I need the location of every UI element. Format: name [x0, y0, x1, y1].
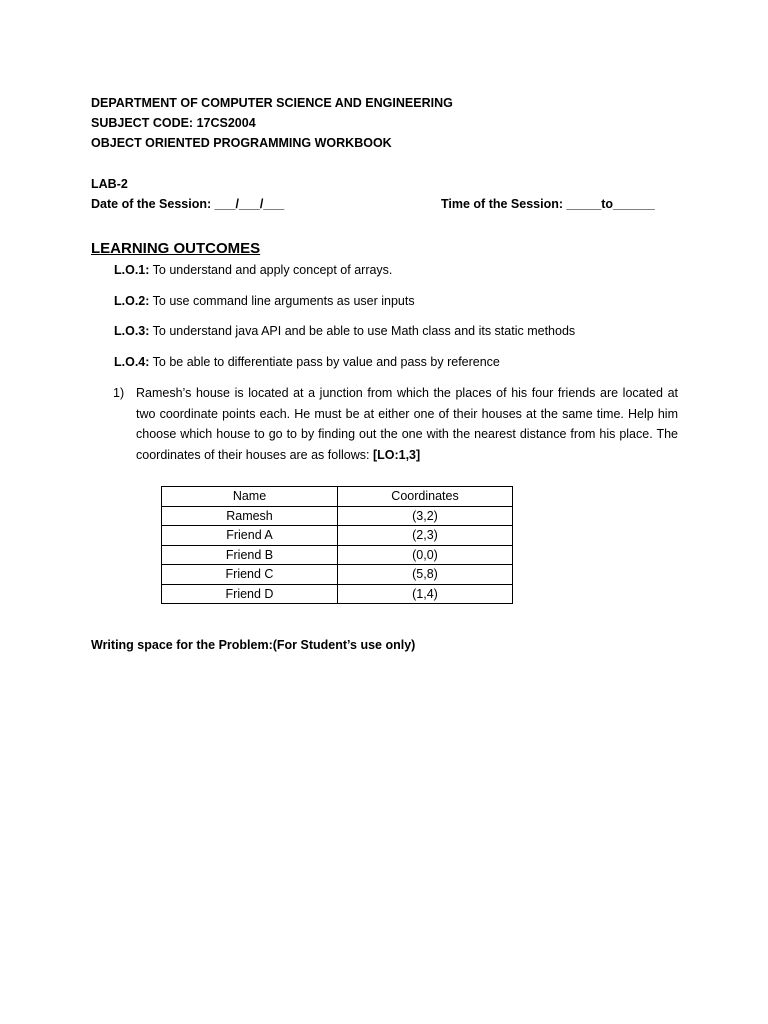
workbook-title: OBJECT ORIENTED PROGRAMMING WORKBOOK — [91, 136, 392, 150]
table-header-row — [162, 487, 513, 507]
learning-outcome-code: L.O.1: — [114, 263, 150, 277]
learning-outcome-tag: [LO:1,3] — [372, 448, 421, 463]
subject-code: SUBJECT CODE: 17CS2004 — [91, 116, 256, 130]
table-cell-name: Friend B — [162, 545, 338, 565]
column-header-coordinates: Coordinates — [338, 487, 513, 507]
problem-1 — [113, 383, 678, 466]
column-header-name: Name — [162, 487, 338, 507]
table-cell-coordinates: (0,0) — [338, 545, 513, 565]
lab-number: LAB-2 — [91, 177, 128, 191]
table-row — [162, 526, 513, 546]
session-time: Time of the Session: _____to______ — [441, 197, 655, 211]
table-cell-name: Friend C — [162, 565, 338, 585]
learning-outcome-text: To use command line arguments as user inputs — [149, 294, 415, 308]
problem-text: Ramesh’s house is located at a junction from which the places of his four friends are located at two coordinate points each. He must be at either one of their houses at the same time. Help him choose which house to go to by finding out the one with the nearest distance from his place. The coordinates of their houses are as follows: — [136, 386, 678, 463]
table-row — [162, 506, 513, 526]
table-cell-coordinates: (5,8) — [338, 565, 513, 585]
table-row — [162, 545, 513, 565]
learning-outcome-code: L.O.3: — [114, 324, 150, 338]
learning-outcome-code: L.O.4: — [114, 355, 150, 369]
table-cell-coordinates: (1,4) — [338, 584, 513, 604]
learning-outcome-text: To understand and apply concept of arrays. — [149, 263, 393, 277]
department-title: DEPARTMENT OF COMPUTER SCIENCE AND ENGINEERING — [91, 96, 453, 110]
table-cell-name: Friend D — [162, 584, 338, 604]
learning-outcome-3 — [114, 321, 575, 341]
table-cell-name: Ramesh — [162, 506, 338, 526]
session-date: Date of the Session: ___/___/___ — [91, 197, 285, 211]
learning-outcome-2 — [114, 291, 415, 311]
problem-statement — [136, 383, 678, 466]
learning-outcomes-heading: LEARNING OUTCOMES — [91, 240, 261, 257]
table-cell-name: Friend A — [162, 526, 338, 546]
problem-number: 1) — [113, 386, 125, 400]
table-cell-coordinates: (3,2) — [338, 506, 513, 526]
learning-outcome-text: To be able to differentiate pass by value and pass by reference — [149, 355, 500, 369]
table-cell-coordinates: (2,3) — [338, 526, 513, 546]
writing-space-label: Writing space for the Problem:(For Student’s use only) — [91, 638, 416, 652]
learning-outcome-text: To understand java API and be able to use Math class and its static methods — [149, 324, 576, 338]
learning-outcome-code: L.O.2: — [114, 294, 150, 308]
coordinates-table — [161, 486, 513, 604]
learning-outcome-1 — [114, 260, 392, 280]
table-row — [162, 584, 513, 604]
table-row — [162, 565, 513, 585]
learning-outcome-4 — [114, 352, 500, 372]
